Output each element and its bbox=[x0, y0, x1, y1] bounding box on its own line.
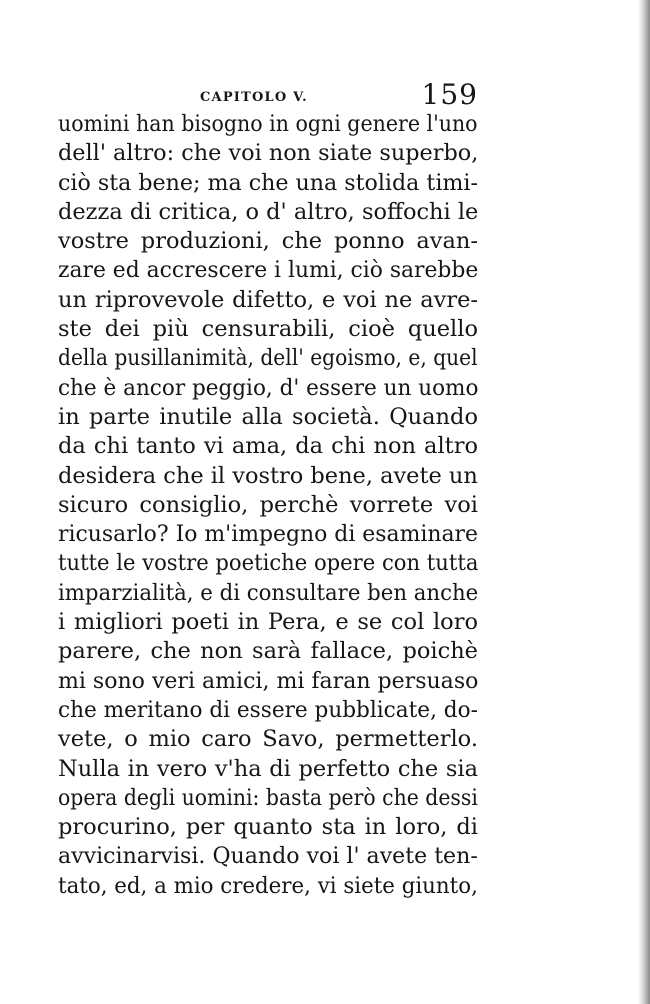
book-page bbox=[58, 76, 478, 901]
text-line: tato, ed, a mio credere, vi siete giunto, bbox=[58, 872, 478, 899]
text-line: procurino, per quanto sta in loro, di bbox=[58, 814, 478, 841]
text-line: ciò sta bene; ma che una stolida timi- bbox=[58, 169, 478, 196]
text-line: i migliori poeti in Pera, e se col loro bbox=[58, 609, 478, 636]
text-line: un riprovevole difetto, e voi ne avre- bbox=[58, 286, 478, 313]
text-line: zare ed accrescere i lumi, ciò sarebbe bbox=[58, 257, 479, 284]
chapter-title: CAPITOLO V. bbox=[200, 90, 308, 105]
text-line: dezza di critica, o d' altro, soffochi le bbox=[58, 198, 479, 225]
body-text bbox=[58, 110, 478, 901]
text-line: desidera che il vostro bene, avete un bbox=[58, 462, 478, 489]
text-line: della pusillanimità, dell' egoismo, e, quel bbox=[58, 345, 478, 372]
running-head bbox=[58, 76, 478, 110]
page-number: 159 bbox=[421, 78, 478, 111]
text-line: Nulla in vero v'ha di perfetto che sia bbox=[58, 755, 478, 782]
text-line: vete, o mio caro Savo, permetterlo. bbox=[58, 726, 478, 753]
text-line: ricusarlo? Io m'impegno di esaminare bbox=[58, 521, 478, 548]
text-line: dell' altro: che voi non siate superbo, bbox=[58, 140, 479, 167]
text-line: tutte le vostre poetiche opere con tutta bbox=[58, 550, 479, 577]
text-line: parere, che non sarà fallace, poichè bbox=[58, 638, 478, 665]
text-line: opera degli uomini: basta però che dessi bbox=[58, 784, 478, 811]
text-line: da chi tanto vi ama, da chi non altro bbox=[58, 433, 478, 460]
text-line: imparzialità, e di consultare ben anche bbox=[58, 579, 479, 606]
text-line: sicuro consiglio, perchè vorrete voi bbox=[58, 491, 478, 518]
text-line: mi sono veri amici, mi faran persuaso bbox=[58, 667, 479, 694]
text-line: che meritano di essere pubblicate, do- bbox=[58, 696, 478, 723]
text-line: vostre produzioni, che ponno avan- bbox=[58, 228, 478, 255]
text-line: ste dei più censurabili, cioè quello bbox=[58, 316, 478, 343]
text-line: uomini han bisogno in ogni genere l'uno bbox=[58, 111, 478, 137]
page-edge-shadow bbox=[638, 0, 650, 1004]
text-line: che è ancor peggio, d' essere un uomo bbox=[58, 374, 479, 401]
text-line: avvicinarvisi. Quando voi l' avete ten- bbox=[58, 843, 478, 870]
text-line: in parte inutile alla società. Quando bbox=[58, 403, 478, 430]
